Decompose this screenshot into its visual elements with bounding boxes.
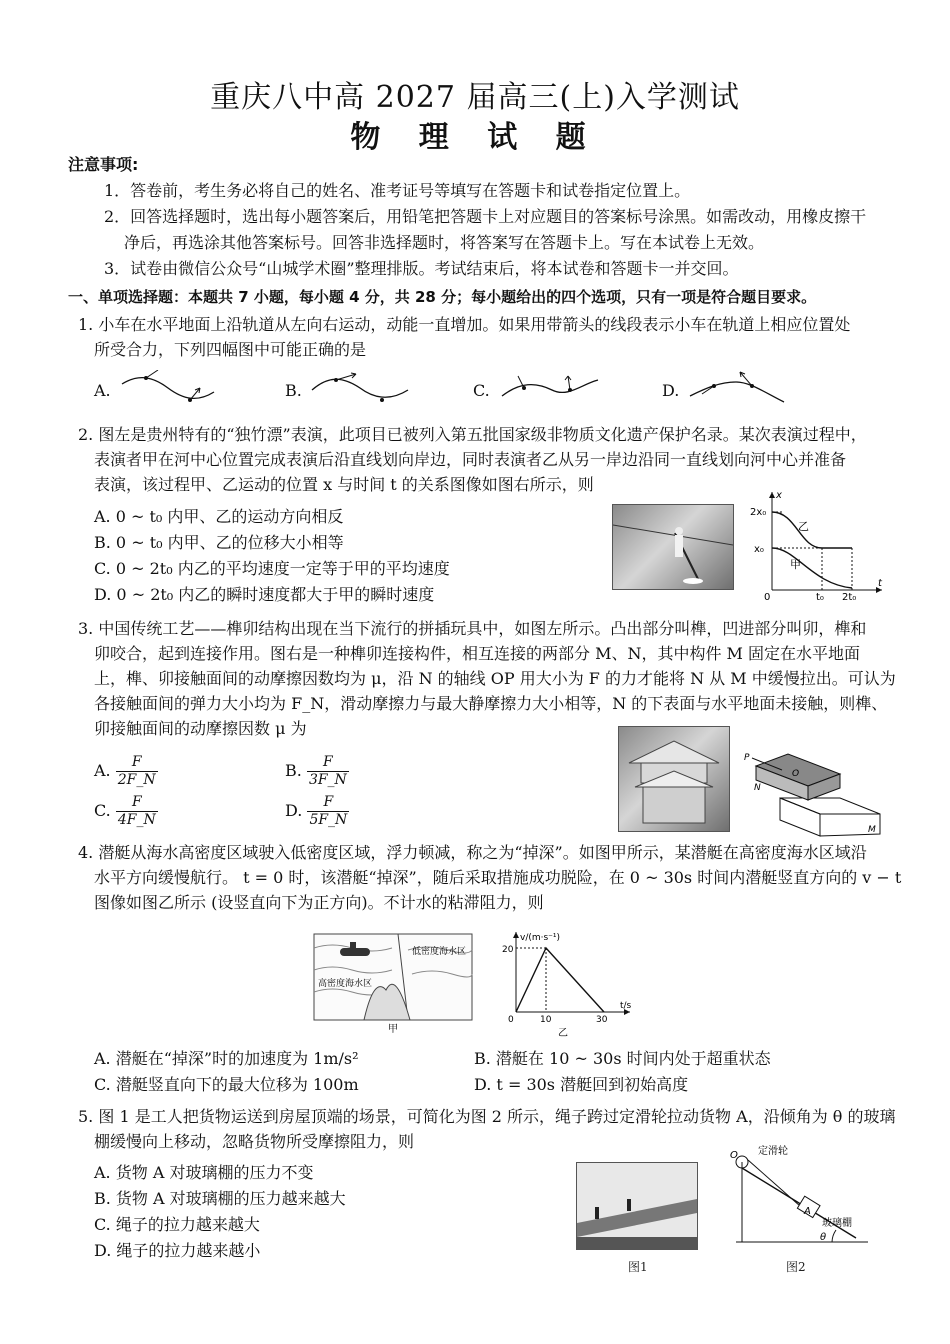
q1-option-a-diagram (118, 370, 218, 406)
q3-label-o: O (792, 769, 800, 779)
q5-label-pulley: 定滑轮 (758, 1146, 788, 1157)
q4-axis-t-label: t/s (620, 1001, 632, 1011)
q5-option-b: B. 货物 A 对玻璃棚的压力越来越大 (94, 1189, 346, 1208)
q2-xt-graph (748, 486, 888, 600)
q4-label-low-density: 低密度海水区 (412, 947, 467, 957)
q2-axis-x-label: x (776, 490, 782, 501)
exam-title: 重庆八中高 2027 届高三(上)入学测试 (210, 80, 740, 115)
q4-stem-3: 图像如图乙所示 (设竖直向下为正方向)。不计水的粘滞阻力，则 (94, 893, 544, 912)
q2-tick-x0: x₀ (754, 544, 764, 555)
q4-option-d: D. t = 30s 潜艇回到初始高度 (474, 1075, 689, 1094)
q4-vt-graph (488, 926, 638, 1038)
q2-label-yi: 乙 (798, 520, 809, 533)
section-heading: 一、单项选择题：本题共 7 小题，每小题 4 分，共 28 分；每小题给出的四个选项，只有一项是符合题目要求。 (68, 288, 817, 306)
q2-stem-2: 表演者甲在河中心位置完成表演后沿直线划向岸边，同时表演者乙从另一岸边沿同一直线划向河中心并准备 (94, 450, 847, 469)
q2-stem-1: 2. 图左是贵州特有的“独竹漂”表演，此项目已被列入第五批国家级非物质文化遗产保护名录。某次表演过程中， (78, 425, 867, 444)
q1-option-c-diagram (498, 370, 602, 406)
q4-vt-line (516, 948, 604, 1012)
q5-caption-fig1: 图1 (628, 1260, 648, 1274)
q5-option-c: C. 绳子的拉力越来越大 (94, 1215, 260, 1234)
q4-option-b: B. 潜艇在 10 ~ 30s 时间内处于超重状态 (474, 1049, 771, 1068)
q5-label-theta: θ (820, 1232, 827, 1243)
q3-stem-4: 各接触面间的弹力大小均为 F_N，滑动摩擦力与最大静摩擦力大小相等，N 的下表面与水平地面未接触，则榫、 (94, 694, 888, 713)
q3-option-a: A. $\frac{F}{2F\_N}$ (94, 754, 156, 788)
q3-label-m: M (868, 825, 876, 835)
q2-photo-bamboo-drift (612, 504, 734, 590)
q5-photo-figure (577, 1163, 697, 1249)
q1-stem-1: 1. 小车在水平地面上沿轨道从左向右运动，动能一直增加。如果用带箭头的线段表示小车在轨道上相应位置处 (78, 315, 851, 334)
q4-tick-20: 20 (502, 945, 514, 955)
q2-tick-2t0: 2t₀ (842, 592, 857, 600)
q2-option-c: C. 0 ~ 2t₀ 内乙的平均速度一定等于甲的平均速度 (94, 559, 450, 578)
q2-option-b: B. 0 ~ t₀ 内甲、乙的位移大小相等 (94, 533, 344, 552)
q3-photo-figure (619, 727, 729, 831)
notice-heading: 注意事项: (68, 155, 139, 174)
q4-caption-jia: 甲 (388, 1024, 398, 1035)
q2-photo-figure (613, 505, 733, 589)
q3-mortise-diagram (740, 748, 884, 840)
q1-option-d-label: D. (662, 381, 680, 400)
q4-figure-jia (312, 930, 476, 1036)
q5-option-a: A. 货物 A 对玻璃棚的压力不变 (94, 1163, 314, 1182)
q3-stem-1: 3. 中国传统工艺——榫卯结构出现在当下流行的拼插玩具中，如图左所示。凸出部分叫榫，凹进部分叫卯，榫和 (78, 619, 867, 638)
q3-label-n: N (754, 783, 761, 793)
q4-tick-10: 10 (540, 1015, 552, 1025)
q5-stem-1: 5. 图 1 是工人把货物运送到房屋顶端的场景，可简化为图 2 所示，绳子跨过定滑轮拉动货物 A，沿倾角为 θ 的玻璃 (78, 1107, 896, 1126)
q2-curve-yi (772, 512, 852, 548)
q1-option-b-diagram (308, 370, 412, 406)
q3-option-d: D. $\frac{F}{5F\_N}$ (285, 794, 348, 828)
q2-option-a: A. 0 ~ t₀ 内甲、乙的运动方向相反 (94, 507, 344, 526)
notice-item-2: 2．回答选择题时，选出每小题答案后，用铅笔把答题卡上对应题目的答案标号涂黑。如需改动，用橡皮擦干 (104, 207, 867, 226)
q1-option-c-label: C. (473, 381, 490, 400)
q2-axis-t-label: t (878, 578, 882, 589)
q1-option-a-label: A. (94, 381, 111, 400)
q4-label-high-density: 高密度海水区 (318, 979, 373, 989)
q2-tick-2x0: 2x₀ (750, 507, 767, 518)
q3-stem-5: 卯接触面间的动摩擦因数 μ 为 (94, 719, 307, 738)
q2-curve-jia (772, 548, 852, 588)
q4-caption-yi: 乙 (558, 1028, 568, 1038)
q5-stem-2: 棚缓慢向上移动，忽略货物所受摩擦阻力，则 (94, 1132, 415, 1151)
notice-item-2-cont: 净后，再选涂其他答案标号。回答非选择题时，将答案写在答题卡上。写在本试卷上无效。 (124, 233, 765, 252)
q4-origin: 0 (508, 1015, 514, 1025)
q4-stem-2: 水平方向缓慢航行。 t = 0 时，该潜艇“掉深”，随后采取措施成功脱险，在 0 ~ 30s 时间内潜艇竖直方向的 v − t (94, 868, 902, 887)
q3-stem-2: 卯咬合，起到连接作用。图右是一种榫卯连接构件，相互连接的两部分 M、N，其中构件 M 固定在水平地面 (94, 644, 861, 663)
q5-label-o: O (730, 1150, 738, 1161)
exam-subtitle: 物 理 试 题 (350, 120, 600, 155)
q2-origin: 0 (764, 592, 771, 600)
q5-photo-roof-workers (576, 1162, 698, 1250)
notice-item-3: 3．试卷由微信公众号“山城学术圈”整理排版。考试结束后，将本试卷和答题卡一并交回。 (104, 259, 739, 278)
q1-stem-2: 所受合力，下列四幅图中可能正确的是 (94, 340, 367, 359)
q5-label-shed: 玻璃棚 (822, 1218, 852, 1229)
q5-figure-2 (728, 1144, 876, 1248)
q2-label-jia: 甲 (790, 558, 801, 571)
q5-option-d: D. 绳子的拉力越来越小 (94, 1241, 261, 1260)
q3-photo-mortise-toy (618, 726, 730, 832)
q2-stem-3: 表演，该过程甲、乙运动的位置 x 与时间 t 的关系图像如图右所示，则 (94, 475, 594, 494)
q4-option-a: A. 潜艇在“掉深”时的加速度为 1m/s² (94, 1049, 359, 1068)
q1-option-d-diagram (686, 366, 790, 406)
q5-caption-fig2: 图2 (786, 1260, 806, 1274)
q1-option-b-label: B. (285, 381, 302, 400)
q2-tick-t0: t₀ (816, 592, 824, 600)
q4-axis-v-label: v/(m·s⁻¹) (520, 933, 561, 943)
q3-option-c: C. $\frac{F}{4F\_N}$ (94, 794, 156, 828)
q4-tick-30: 30 (596, 1015, 608, 1025)
q4-option-c: C. 潜艇竖直向下的最大位移为 100m (94, 1075, 359, 1094)
q5-label-a: A (804, 1206, 811, 1217)
q4-stem-1: 4. 潜艇从海水高密度区域驶入低密度区域，浮力顿减，称之为“掉深”。如图甲所示，某潜艇在高密度海水区域沿 (78, 843, 867, 862)
q3-label-p: P (744, 753, 750, 763)
notice-item-1: 1．答卷前，考生务必将自己的姓名、准考证号等填写在答题卡和试卷指定位置上。 (104, 181, 691, 200)
q3-option-b: B. $\frac{F}{3F\_N}$ (285, 754, 347, 788)
q3-stem-3: 上，榫、卯接触面间的动摩擦因数均为 μ，沿 N 的轴线 OP 用大小为 F 的力才能将 N 从 M 中缓慢拉出。可认为 (94, 669, 896, 688)
q2-option-d: D. 0 ~ 2t₀ 内乙的瞬时速度都大于甲的瞬时速度 (94, 585, 435, 604)
